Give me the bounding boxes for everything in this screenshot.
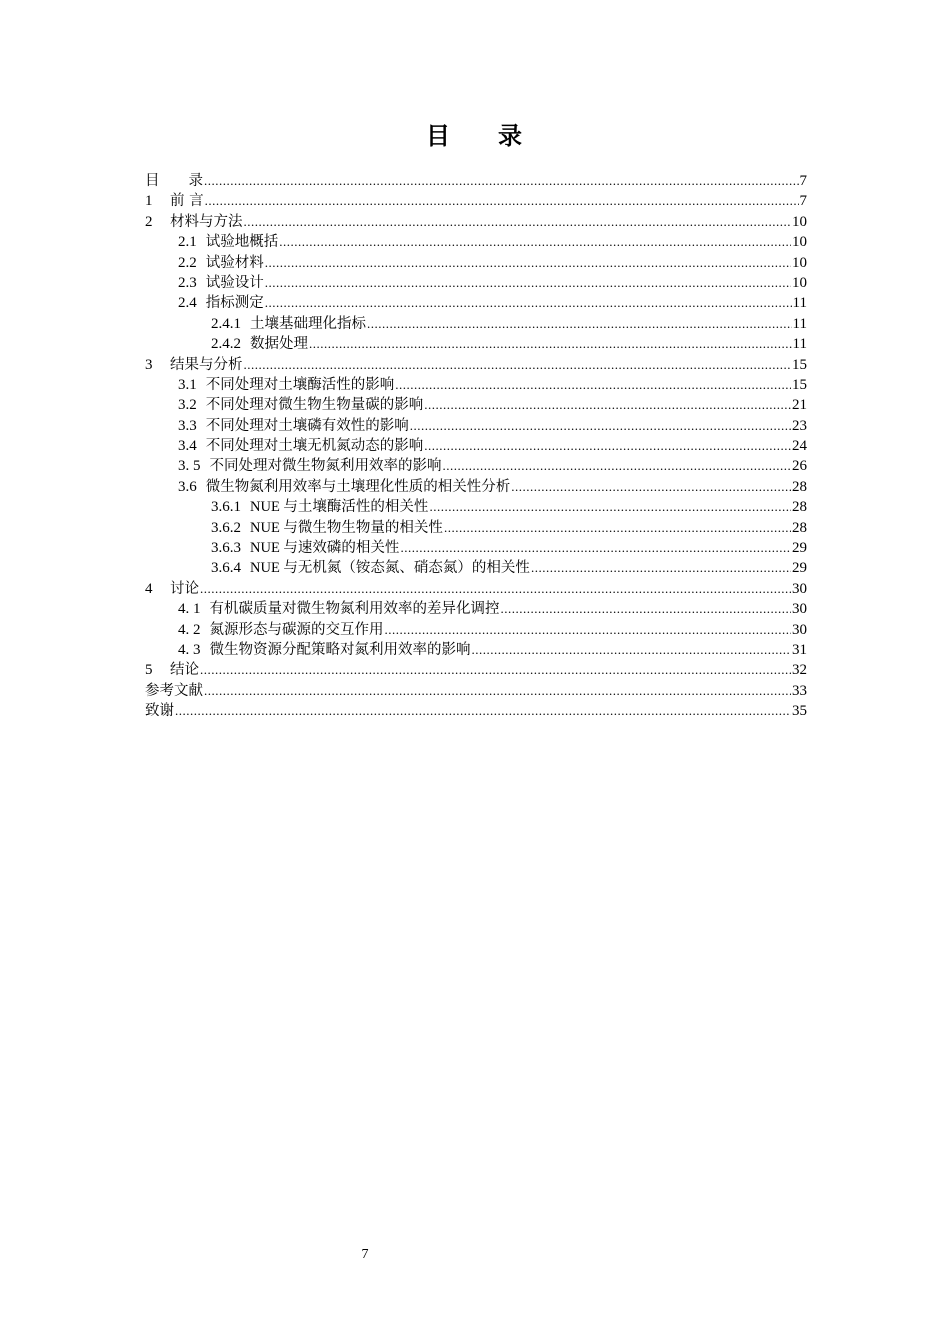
toc-dot-leader	[309, 334, 792, 354]
toc-entry[interactable]	[145, 334, 807, 354]
toc-entry[interactable]	[145, 620, 807, 640]
toc-entry-number: 3	[145, 356, 153, 373]
toc-dot-leader	[175, 701, 791, 721]
toc-entry-number: 2.2	[178, 254, 197, 271]
toc-entry-number: 3.3	[178, 417, 197, 434]
toc-dot-leader	[204, 681, 791, 701]
toc-entry[interactable]	[145, 355, 807, 375]
toc-entry-page: 24	[792, 438, 807, 455]
toc-entry-page: 10	[792, 234, 807, 251]
footer-page-number: 7	[361, 1247, 369, 1262]
toc-entry[interactable]	[145, 599, 807, 619]
toc-dot-leader	[443, 456, 792, 476]
toc-entry-number: 4. 1	[178, 601, 201, 618]
toc-entry-label: 微生物资源分配策略对氮利用效率的影响	[209, 641, 471, 658]
toc-dot-leader	[204, 171, 799, 191]
toc-entry-page: 29	[792, 540, 807, 557]
toc-dot-leader	[367, 314, 792, 334]
toc-dot-leader	[385, 620, 792, 640]
toc-entry[interactable]	[145, 375, 807, 395]
toc-entry-page: 10	[792, 254, 807, 271]
toc-entry[interactable]	[145, 681, 807, 701]
toc-entry[interactable]	[145, 477, 807, 497]
toc-dot-leader	[265, 293, 792, 313]
toc-entry-page: 30	[792, 601, 807, 618]
toc-entry-label: 不同处理对土壤无机氮动态的影响	[205, 438, 424, 455]
toc-entry[interactable]	[145, 416, 807, 436]
toc-entry-number: 2.4.1	[211, 315, 241, 332]
toc-entry-number: 2.3	[178, 274, 197, 291]
toc-dot-leader	[205, 191, 799, 211]
toc-entry-page: 7	[799, 173, 807, 189]
toc-entry-label: 有机碳质量对微生物氮利用效率的差异化调控	[209, 601, 500, 618]
toc-entry-label: 参考文献	[145, 682, 203, 699]
toc-dot-leader	[501, 599, 792, 619]
toc-entry[interactable]	[145, 436, 807, 456]
toc-entry-number: 4. 3	[178, 641, 201, 658]
toc-entry[interactable]	[145, 558, 807, 578]
toc-entry-page: 28	[792, 478, 807, 495]
toc-entry-number: 1	[145, 193, 153, 210]
toc-entry-page: 15	[792, 356, 807, 373]
toc-entry[interactable]	[145, 497, 807, 517]
toc-entry-label: 不同处理对微生物生物量碳的影响	[205, 397, 424, 414]
toc-entry-label: 试验设计	[205, 274, 264, 291]
toc-dot-leader	[200, 660, 791, 680]
toc-dot-leader	[244, 355, 792, 375]
toc-entry[interactable]	[145, 293, 807, 313]
toc-entry[interactable]	[145, 456, 807, 476]
toc-entry-page: 10	[792, 274, 807, 291]
toc-dot-leader	[444, 518, 791, 538]
toc-entry[interactable]	[145, 253, 807, 273]
toc-entry-label: NUE 与微生物生物量的相关性	[250, 519, 443, 536]
toc-entry-number: 3.6.2	[211, 519, 241, 536]
toc-entry-page: 15	[792, 376, 807, 393]
toc-entry-label: 不同处理对土壤酶活性的影响	[205, 376, 395, 393]
toc-entry-label: 试验地概括	[205, 234, 279, 251]
toc-entry-label: NUE 与无机氮（铵态氮、硝态氮）的相关性	[250, 560, 530, 577]
toc-entry-page: 28	[792, 499, 807, 516]
toc-entry-page: 30	[792, 621, 807, 638]
toc-entry[interactable]	[145, 273, 807, 293]
toc-entry-number: 3.4	[178, 438, 197, 455]
toc-entry-number: 4. 2	[178, 621, 201, 638]
toc-entry-number: 2.1	[178, 234, 197, 251]
toc-entry[interactable]	[145, 701, 807, 721]
toc-entry-label: 微生物氮利用效率与土壤理化性质的相关性分析	[205, 478, 511, 495]
toc-entry-page: 30	[792, 580, 807, 597]
toc-entry-label: 讨论	[170, 580, 199, 597]
toc-dot-leader	[265, 273, 791, 293]
toc-dot-leader	[424, 395, 791, 415]
toc-entry-page: 26	[792, 458, 807, 475]
toc-entry-label: NUE 与土壤酶活性的相关性	[250, 499, 429, 516]
toc-entry-number: 3.1	[178, 376, 197, 393]
toc-entry-page: 29	[792, 560, 807, 577]
toc-dot-leader	[244, 212, 792, 232]
toc-dot-leader	[410, 416, 791, 436]
toc-entry-label: 材料与方法	[170, 213, 243, 230]
toc-entry-label: 指标测定	[205, 295, 264, 312]
toc-entry-number: 3. 5	[178, 458, 201, 475]
toc-entry-number: 2.4	[178, 295, 197, 312]
toc-entry-label: 不同处理对微生物氮利用效率的影响	[209, 458, 442, 475]
toc-entry-page: 23	[792, 417, 807, 434]
toc-entry-page: 10	[792, 213, 807, 230]
toc-entry-page: 32	[792, 662, 807, 679]
toc-entry-label: 目 录	[145, 173, 203, 189]
toc-entry-label: 数据处理	[250, 336, 308, 353]
toc-entry-label: 结论	[170, 662, 199, 679]
toc-entry-label: 结果与分析	[170, 356, 243, 373]
toc-entry-page: 7	[799, 193, 807, 210]
toc-entry-label: 致谢	[145, 703, 174, 720]
toc-entry-number: 3.6.1	[211, 499, 241, 516]
toc-entry-page: 11	[792, 336, 807, 353]
toc-entry-label: 试验材料	[205, 254, 264, 271]
toc-entry-label: NUE 与速效磷的相关性	[250, 540, 400, 557]
toc-entry-label: 前 言	[170, 193, 204, 210]
toc-entry-page: 11	[792, 295, 807, 312]
toc-entry-page: 11	[792, 315, 807, 332]
toc-dot-leader	[472, 640, 792, 660]
toc-entry-page: 35	[792, 703, 807, 720]
toc-entry-number: 2	[145, 213, 153, 230]
toc-entry[interactable]	[145, 660, 807, 680]
toc-entry-number: 4	[145, 580, 153, 597]
toc-entry[interactable]	[145, 640, 807, 660]
toc-dot-leader	[429, 497, 791, 517]
toc-entry-number: 3.6.4	[211, 560, 241, 577]
toc-entry[interactable]	[145, 518, 807, 538]
toc-entry-page: 28	[792, 519, 807, 536]
toc-entry-label: 土壤基础理化指标	[250, 315, 366, 332]
toc-dot-leader	[279, 232, 791, 252]
page-title-part1: 目	[426, 122, 452, 150]
toc-dot-leader	[424, 436, 791, 456]
toc-entry-number: 3.6.3	[211, 540, 241, 557]
toc-dot-leader	[511, 477, 791, 497]
toc-entry[interactable]	[145, 212, 807, 232]
toc-entry-page: 33	[792, 682, 807, 699]
toc-dot-leader	[531, 558, 791, 578]
toc-entry-page: 31	[792, 641, 807, 658]
toc-dot-leader	[400, 538, 791, 558]
toc-entry-number: 5	[145, 662, 153, 679]
toc-entry[interactable]	[145, 314, 807, 334]
toc-entry-page: 21	[792, 397, 807, 414]
toc-entry[interactable]	[145, 395, 807, 415]
toc-entry[interactable]	[145, 538, 807, 558]
toc-dot-leader	[200, 579, 791, 599]
toc-entry-number: 2.4.2	[211, 336, 241, 353]
toc-entry-number: 3.6	[178, 478, 197, 495]
toc-dot-leader	[395, 375, 791, 395]
table-of-contents	[145, 171, 807, 722]
toc-entry[interactable]	[145, 579, 807, 599]
toc-entry[interactable]	[145, 191, 807, 211]
toc-dot-leader	[265, 253, 791, 273]
page-title	[0, 116, 950, 151]
toc-entry[interactable]	[145, 171, 807, 191]
page-title-part2: 录	[498, 122, 524, 150]
toc-entry[interactable]	[145, 232, 807, 252]
toc-entry-number: 3.2	[178, 397, 197, 414]
toc-entry-label: 不同处理对土壤磷有效性的影响	[205, 417, 409, 434]
toc-entry-label: 氮源形态与碳源的交互作用	[209, 621, 384, 638]
